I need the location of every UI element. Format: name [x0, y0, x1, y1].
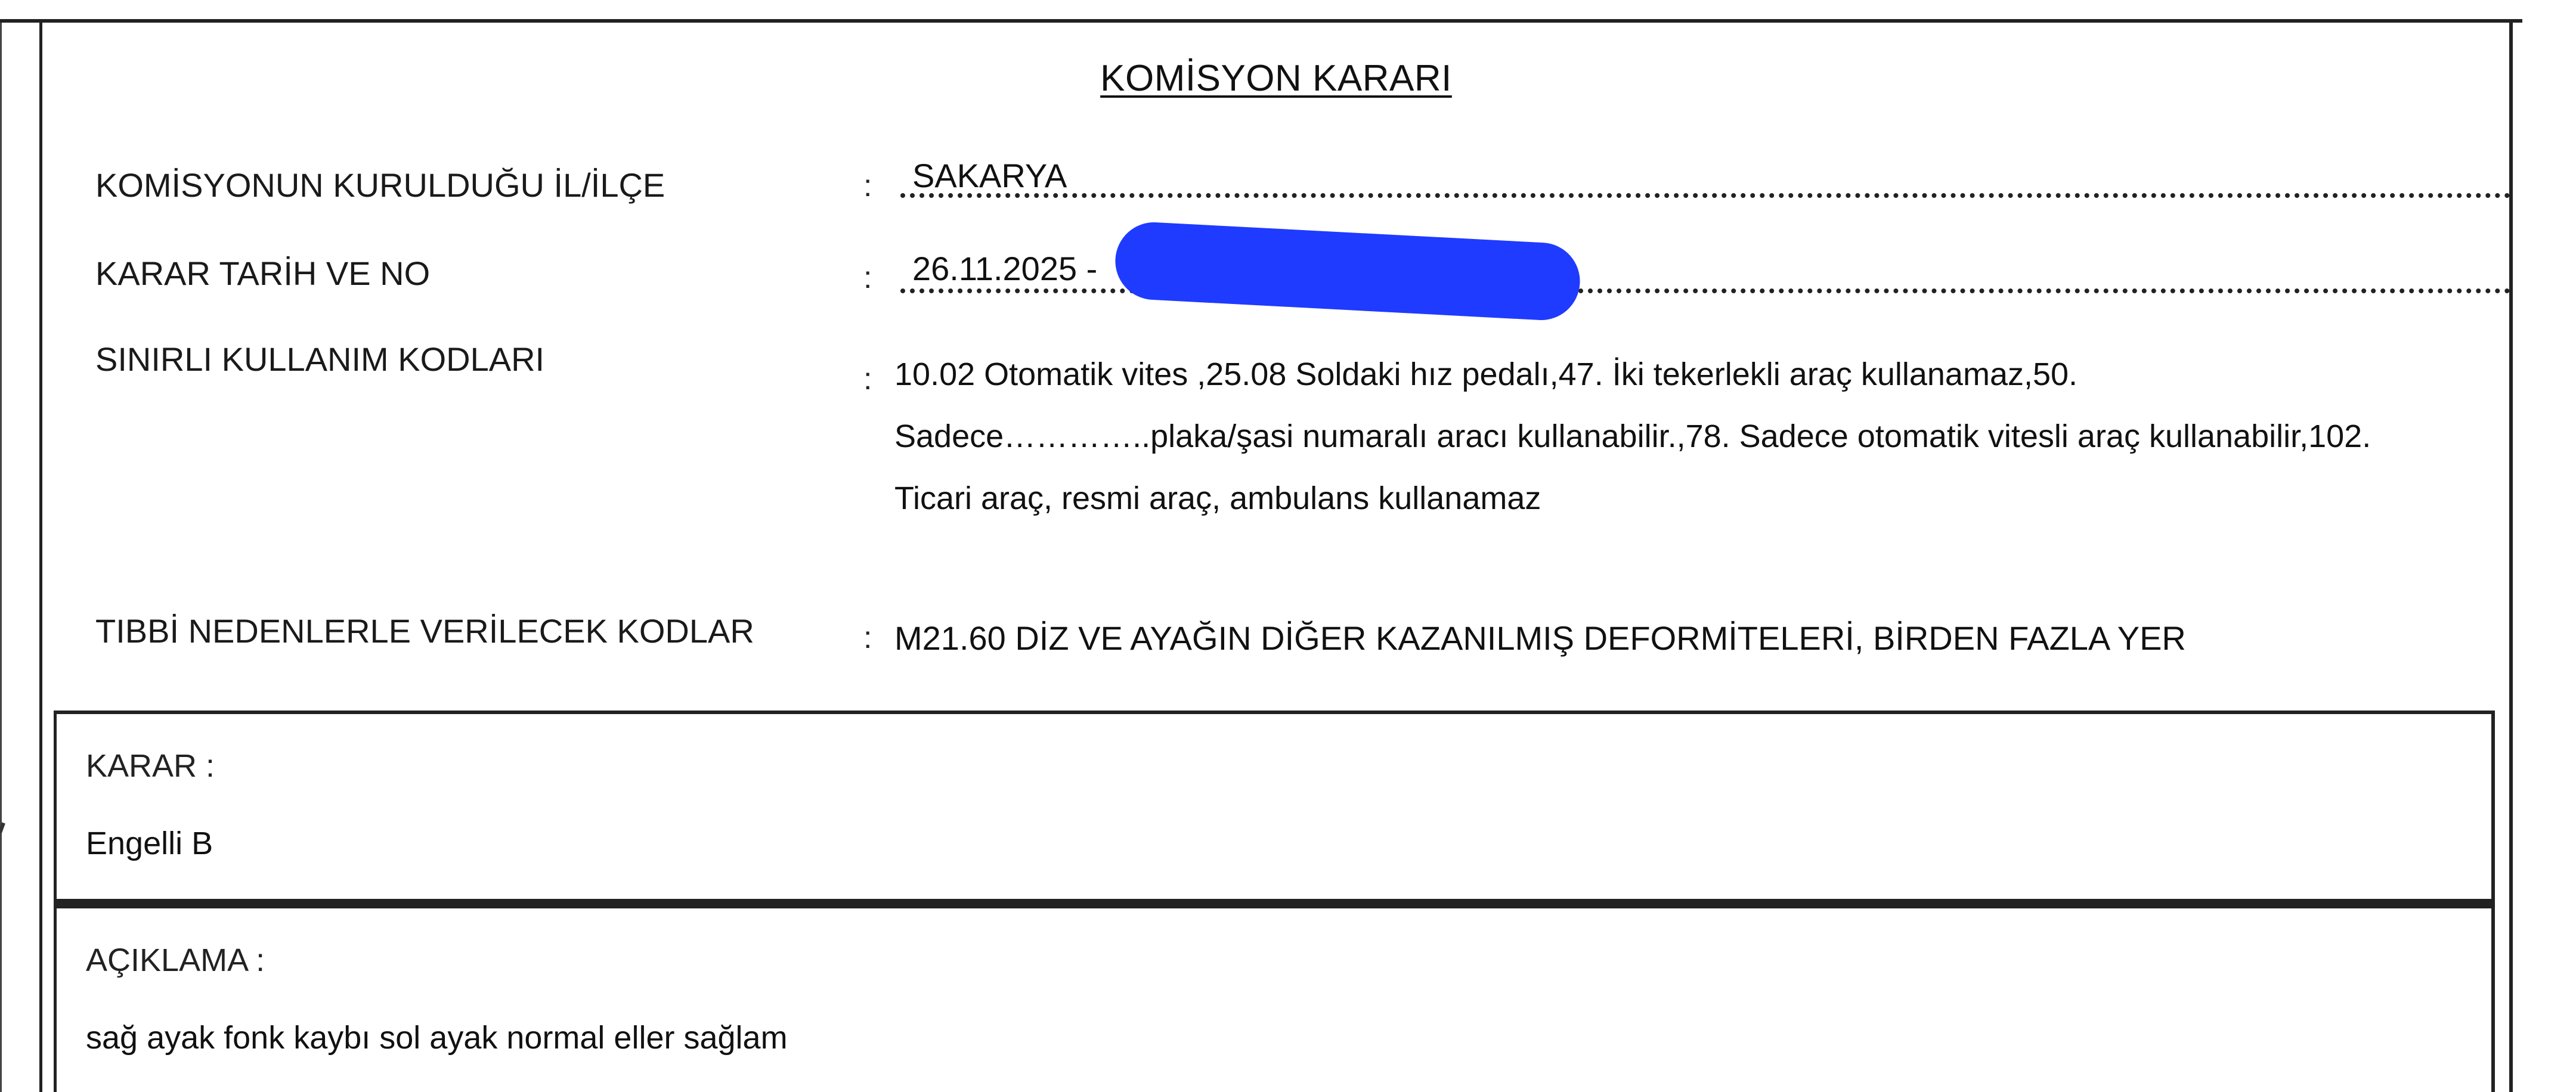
- aciklama-box-left: [54, 908, 57, 1092]
- field-label-tibbi-kodlar: TIBBİ NEDENLERLE VERİLECEK KODLAR: [95, 612, 754, 650]
- page-top-border: [0, 19, 2522, 23]
- field-colon: :: [863, 169, 872, 203]
- dotted-line: [900, 193, 2510, 198]
- aciklama-value: sağ ayak fonk kaybı sol ayak normal eller sağlam: [86, 1020, 788, 1056]
- redaction-mark: [1455, 262, 1568, 316]
- karar-label: KARAR :: [86, 748, 215, 784]
- karar-box-bottom: [54, 899, 2495, 908]
- field-colon: :: [863, 362, 872, 396]
- karar-box-right: [2491, 711, 2495, 907]
- field-label-karar-tarih: KARAR TARİH VE NO: [95, 255, 431, 292]
- aciklama-box-right: [2491, 908, 2495, 1092]
- field-label-il-ilce: KOMİSYONUN KURULDUĞU İL/İLÇE: [95, 166, 665, 204]
- karar-box-left: [54, 711, 57, 907]
- margin-mark: [0, 823, 5, 834]
- karar-box-top: [54, 711, 2495, 714]
- page-right-border: [2509, 19, 2513, 1092]
- field-value-tibbi-kodlar: M21.60 DİZ VE AYAĞIN DİĞER KAZANILMIŞ DEFORMİTELERİ, BİRDEN FAZLA YER: [894, 619, 2186, 657]
- karar-value: Engelli B: [86, 826, 213, 861]
- field-colon: :: [863, 260, 872, 295]
- page-left-edge: [0, 19, 2, 1092]
- document-title: KOMİSYON KARARI: [1100, 58, 1452, 99]
- field-value-sinirli-kodlar: 10.02 Otomatik vites ,25.08 Soldaki hız pedalı,47. İki tekerlekli araç kullanamaz,50. Sadece…………..plaka/şasi numaralı aracı kullanabilir.,78. Sadece otomatik vitesli araç kullanabilir,102. Ticari araç, resmi araç, ambulans kullanamaz: [894, 356, 2371, 516]
- field-value-il-ilce: SAKARYA: [912, 157, 1067, 194]
- field-colon: :: [863, 621, 872, 655]
- field-label-sinirli-kodlar: SINIRLI KULLANIM KODLARI: [95, 340, 545, 378]
- page-left-border: [39, 19, 42, 1092]
- aciklama-label: AÇIKLAMA :: [86, 942, 265, 978]
- field-value-karar-tarih: 26.11.2025 -: [912, 250, 1098, 287]
